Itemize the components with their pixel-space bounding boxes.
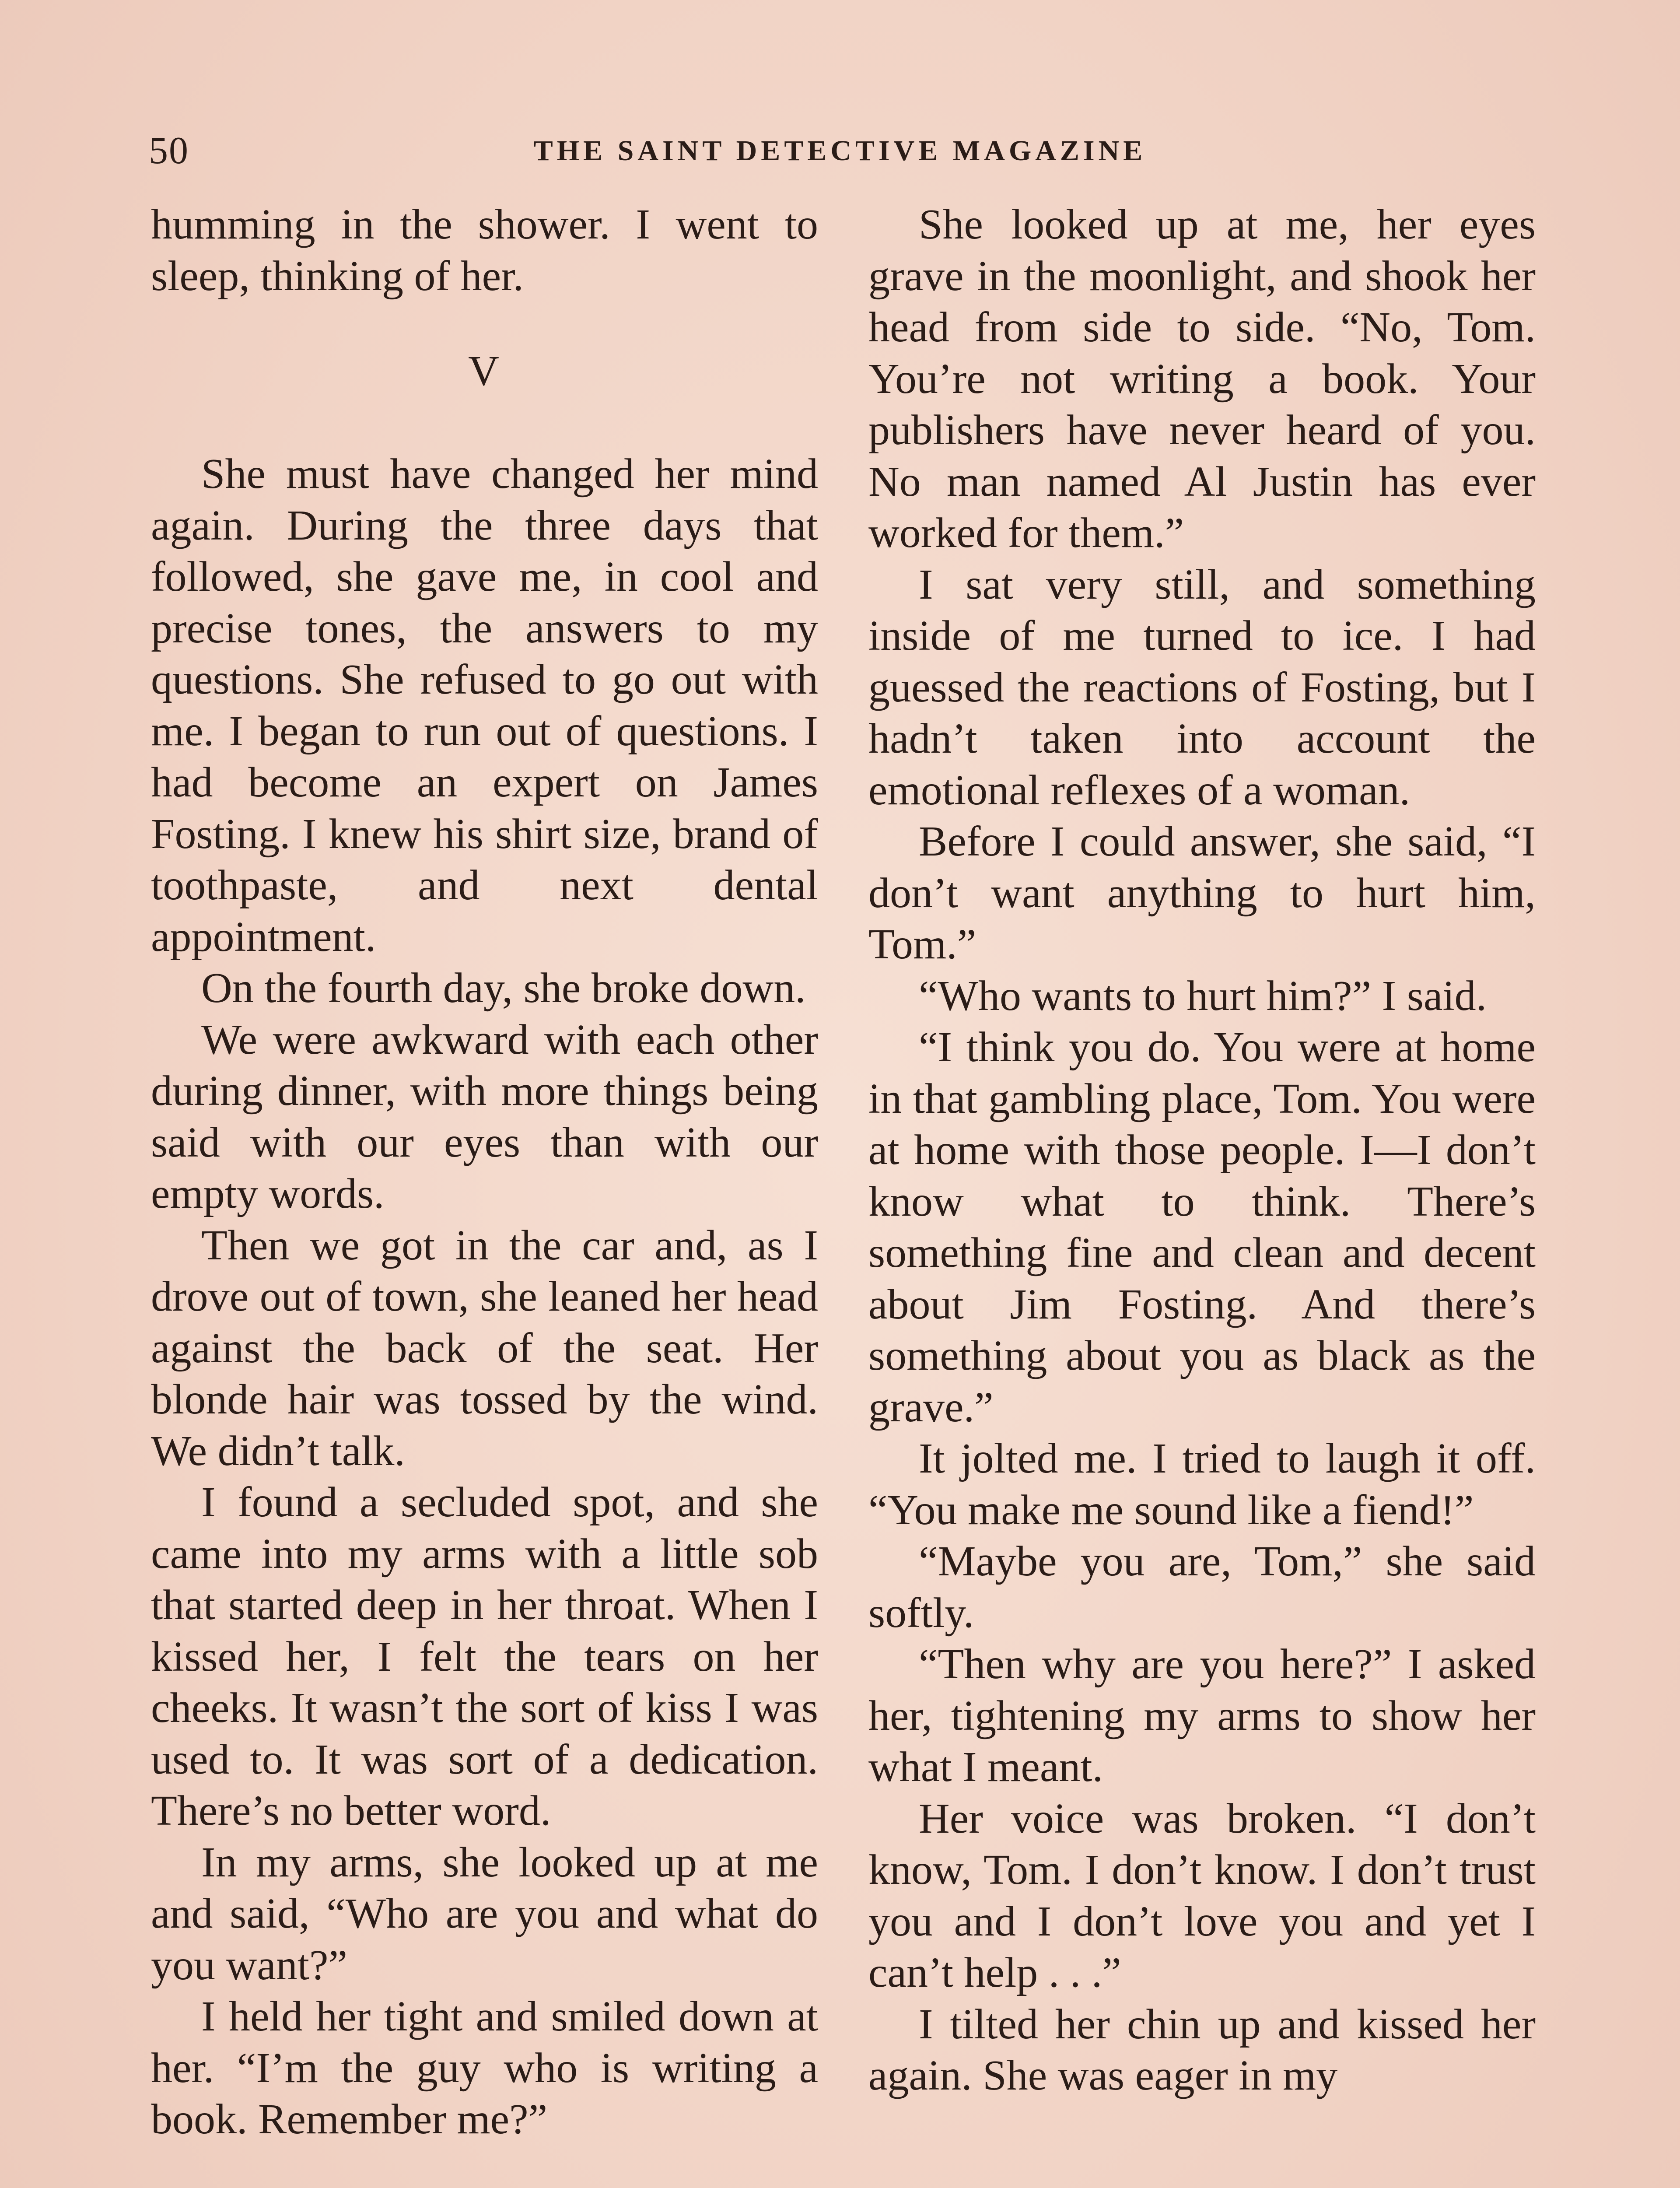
paragraph: “I think you do. You were at home in that gambling place, Tom. You were at home with those people. I—I don’t know what to think. There’s something fine and clean and decent about Jim Fosting. And there’s something about you as black as the grave.”: [868, 1024, 1536, 1431]
paragraph: We were awkward with each other during dinner, with more things being said with our eyes than with our empty words.: [151, 1016, 818, 1217]
paragraph: Then we got in the car and, as I drove out of town, she leaned her head against the back of the seat. Her blonde hair was tossed by the wind. We didn’t talk.: [151, 1221, 818, 1475]
paragraph: In my arms, she looked up at me and said, “Who are you and what do you want?”: [151, 1838, 818, 1989]
paragraph: “Maybe you are, Tom,” she said softly.: [868, 1538, 1536, 1637]
paragraph: She looked up at me, her eyes grave in the moonlight, and shook her head from side to side. “No, Tom. You’re not writing a book. Your publishers have never heard of you. No man named Al Justin has ever worked for them.”: [868, 201, 1536, 557]
paragraph: “Then why are you here?” I asked her, tightening my arms to show her what I meant.: [868, 1641, 1536, 1791]
paragraph: I tilted her chin up and kissed her again. She was eager in my: [868, 2000, 1536, 2099]
right-column: [868, 199, 1536, 2188]
paragraph: I sat very still, and something inside of me turned to ice. I had guessed the reactions of Fosting, but I hadn’t taken into account the emotional reflexes of a woman.: [868, 561, 1536, 814]
paragraph: It jolted me. I tried to laugh it off. “You make me sound like a fiend!”: [868, 1435, 1536, 1534]
page-header: [149, 127, 1531, 175]
paragraph: On the fourth day, she broke down.: [201, 964, 806, 1012]
paragraph: She must have changed her mind again. During the three days that followed, she gave me, in cool and precise tones, the answers to my questions. She refused to go out with me. I began to run out of questions. I had become an expert on James Fosting. I knew his shirt size, brand of toothpaste, and next dental appointment.: [151, 450, 818, 961]
left-column: [151, 199, 818, 2188]
page-number: 50: [149, 130, 189, 172]
paragraph: Her voice was broken. “I don’t know, Tom. I don’t know. I don’t trust you and I don’t love you and yet I can’t help . . .”: [868, 1795, 1536, 1996]
section-number: V: [468, 347, 501, 395]
paragraph: I found a secluded spot, and she came into my arms with a little sob that started deep in her throat. When I kissed her, I felt the tears on her cheeks. It wasn’t the sort of kiss I was used to. It was sort of a dedication. There’s no better word.: [151, 1479, 818, 1834]
paragraph: Before I could answer, she said, “I don’t want anything to hurt him, Tom.”: [868, 818, 1536, 968]
paragraph: humming in the shower. I went to sleep, thinking of her.: [151, 201, 818, 300]
paragraph: I held her tight and smiled down at her. “I’m the guy who is writing a book. Remember me?”: [151, 1993, 818, 2143]
running-head: THE SAINT DETECTIVE MAGAZINE: [533, 135, 1147, 167]
paragraph: “Who wants to hurt him?” I said.: [919, 972, 1487, 1020]
